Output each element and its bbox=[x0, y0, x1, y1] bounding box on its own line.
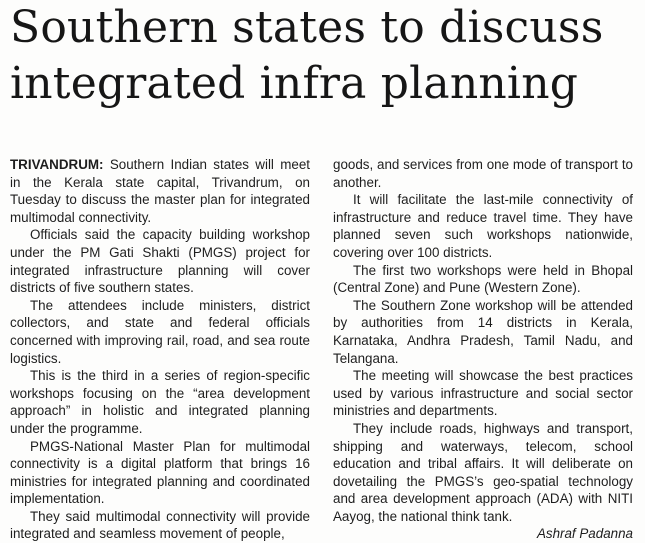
byline: Ashraf Padanna bbox=[536, 526, 633, 542]
paragraph: This is the third in a series of region-specific workshops focusing on the “area development approach” in holistic and integrated planning under the programme. bbox=[10, 368, 310, 436]
paragraph-text: Southern Indian states will meet in the Kerala state capital, Trivandrum, on Tuesday to discuss the master plan for integrated multimodal connectivity. bbox=[10, 157, 310, 225]
paragraph: They include roads, highways and transport, shipping and waterways, telecom, school education and tribal affairs. It will deliberate on dovetailing the PMGS’s geo-spatial technology and area development approach (ADA) with NITI Aayog, the national think tank. bbox=[333, 420, 633, 524]
paragraph: They said multimodal connectivity will provide integrated and seamless movement of people, bbox=[10, 508, 310, 542]
paragraph: The first two workshops were held in Bhopal (Central Zone) and Pune (Western Zone). bbox=[333, 262, 633, 296]
paragraph: PMGS-National Master Plan for multimodal connectivity is a digital platform that brings 16 ministries for integrated planning and coordinated implementation. bbox=[10, 438, 310, 507]
paragraph: The meeting will showcase the best practices used by various infrastructure and social sector ministries and departments. bbox=[333, 368, 633, 419]
headline: Southern states to discuss integrated infra planning bbox=[10, 2, 604, 109]
paragraph bbox=[10, 156, 310, 226]
paragraph: The Southern Zone workshop will be attended by authorities from 14 districts in Kerala, Karnataka, Andhra Pradesh, Tamil Nadu, and Telangana. bbox=[333, 297, 633, 366]
paragraph: Officials said the capacity building workshop under the PM Gati Shakti (PMGS) project for integrated infrastructure planning will cover districts of five southern states. bbox=[10, 227, 310, 296]
paragraph: It will facilitate the last-mile connectivity of infrastructure and reduce travel time. They have planned seven such workshops nationwide, covering over 100 districts. bbox=[333, 192, 633, 260]
dateline: TRIVANDRUM: bbox=[10, 157, 104, 172]
paragraph: The attendees include ministers, district collectors, and state and federal officials concerned with improving rail, road, and sea route logistics. bbox=[10, 297, 310, 366]
paragraph-continuation: goods, and services from one mode of transport to another. bbox=[333, 157, 633, 190]
left-column bbox=[10, 156, 310, 543]
right-column bbox=[333, 156, 633, 543]
